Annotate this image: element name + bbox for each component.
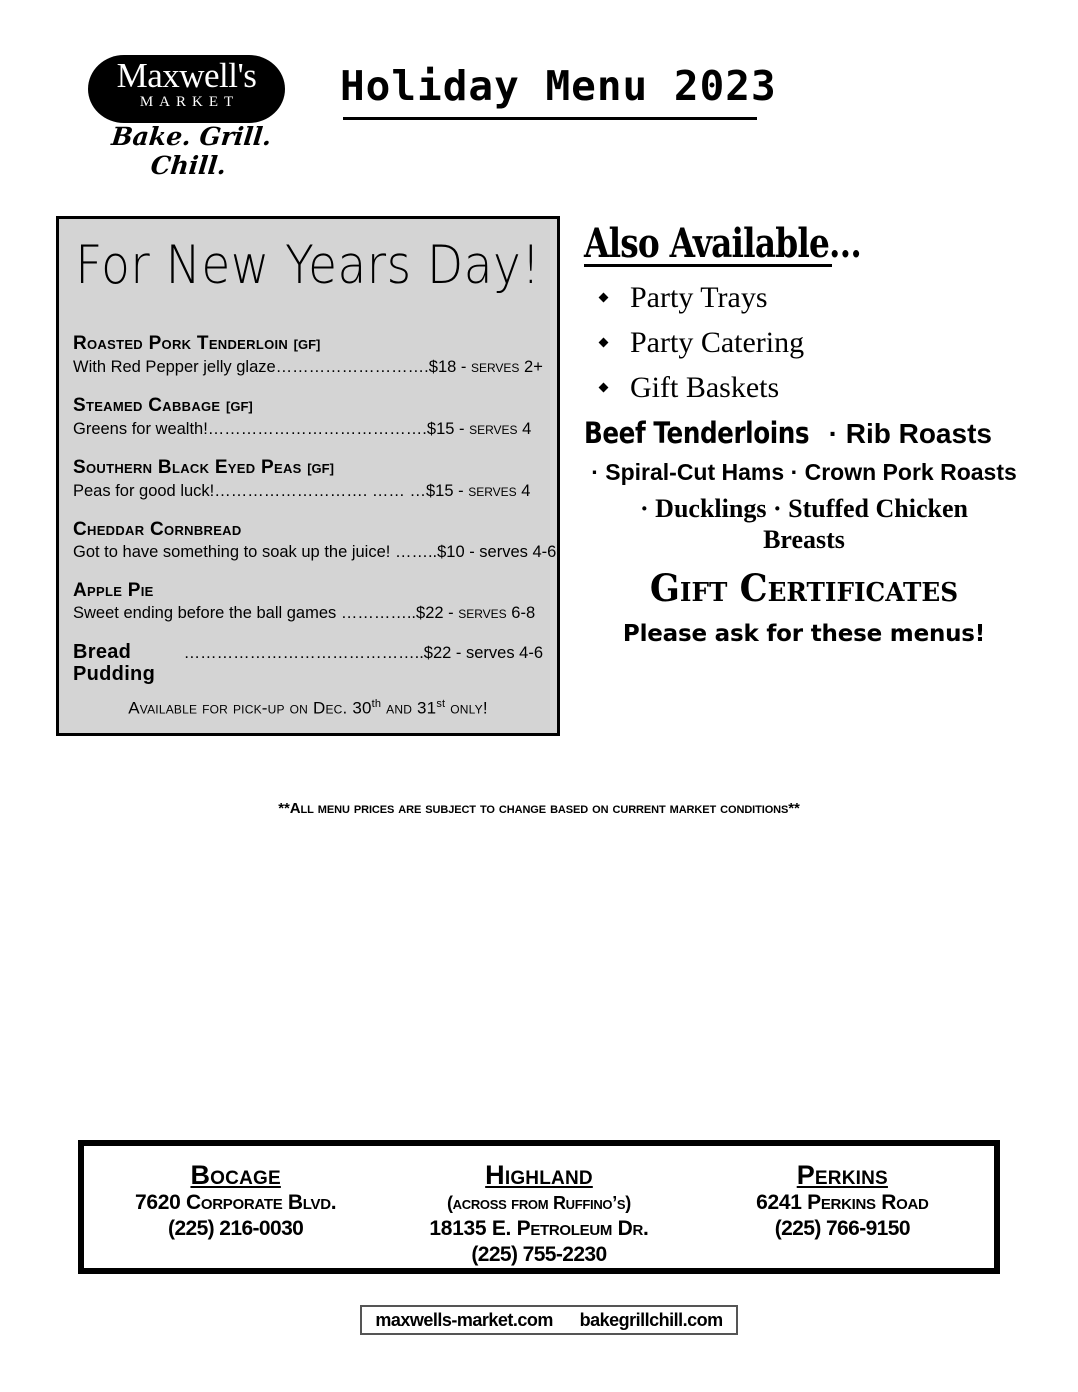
- menu-item-name: Apple Pie: [73, 580, 154, 601]
- gluten-free-tag: [GF]: [307, 461, 334, 476]
- pickup-note-text-before: Available for pick-up on Dec. 30: [128, 698, 372, 718]
- menu-item-description: Got to have something to soak up the juice! ……..$10 - serves 4-6: [73, 543, 557, 561]
- page-title: Holiday Menu 2023: [340, 62, 777, 110]
- rib-roasts-label: · Rib Roasts: [820, 418, 992, 449]
- menu-item-description: ……………………………………..$22 - serves 4-6: [183, 644, 543, 662]
- diamond-bullet-icon: [599, 383, 609, 393]
- maxwells-market-logo: [84, 50, 299, 180]
- meat-offerings-line-2: · Spiral-Cut Hams · Crown Pork Roasts: [591, 459, 1017, 485]
- pickup-note-sup-st: st: [436, 698, 446, 710]
- gluten-free-tag: [GF]: [226, 399, 253, 414]
- menu-box-heading: For New Years Day!: [75, 234, 541, 297]
- title-underline-rule: [343, 117, 757, 120]
- menu-item-name-row: [73, 333, 543, 356]
- store-location-phone[interactable]: (225) 216-0030: [168, 1217, 304, 1240]
- menu-item-name: Bread Pudding: [73, 641, 156, 685]
- menu-item: [73, 333, 543, 378]
- menu-item-description: Sweet ending before the ball games …………..$22 -: [73, 604, 459, 622]
- menu-item-inline-row: [73, 641, 543, 685]
- store-location-name: Highland: [485, 1160, 593, 1190]
- ask-for-menus-note: Please ask for these menus!: [622, 621, 986, 647]
- gift-certificates-heading: Gift Certificates: [649, 566, 959, 610]
- store-location: [84, 1146, 387, 1268]
- store-location-address-line-1: 7620 Corporate Blvd.: [134, 1191, 337, 1214]
- also-available-item-label: Party Catering: [630, 326, 805, 359]
- store-location: [691, 1146, 994, 1268]
- meat-offerings-line-3: · Ducklings · Stuffed Chicken Breasts: [640, 494, 968, 554]
- price-disclaimer: **All menu prices are subject to change based on current market conditions**: [278, 800, 800, 817]
- menu-item-list: [73, 333, 557, 685]
- also-available-item-label: Gift Baskets: [630, 371, 780, 404]
- menu-item-name-row: [73, 395, 543, 418]
- also-available-item-label: Party Trays: [630, 281, 768, 314]
- pickup-note-sup-th: th: [371, 698, 382, 710]
- also-available-bullet-list: [584, 275, 1024, 410]
- menu-item: [73, 457, 543, 502]
- menu-item-serves: serves 4: [469, 420, 532, 438]
- menu-item-serves: serves 6-8: [458, 604, 536, 622]
- store-location-address-line-1: (across from Ruffino’s): [446, 1193, 632, 1213]
- menu-item-description-row: [73, 542, 557, 563]
- menu-item-description-row: [73, 419, 543, 440]
- menu-item-name-row: [73, 580, 543, 602]
- website-link[interactable]: maxwells-market.com: [375, 1309, 553, 1330]
- pickup-note-text-mid: and 31: [381, 698, 437, 718]
- menu-item-description-row: [73, 357, 543, 378]
- websites-box: [360, 1305, 738, 1335]
- pickup-note-text-after: only!: [445, 698, 488, 718]
- diamond-bullet-icon: [599, 293, 609, 303]
- menu-item-description-row: [73, 481, 543, 502]
- beef-tenderloins-label: Beef Tenderloins: [584, 416, 810, 450]
- menu-item: [73, 641, 543, 685]
- store-location: [387, 1146, 690, 1268]
- menu-item-serves: serves 2+: [470, 358, 543, 376]
- store-location-name: Perkins: [796, 1160, 888, 1190]
- page-header: [0, 0, 1078, 180]
- store-location-address-line-2: 18135 E. Petroleum Dr.: [429, 1217, 649, 1240]
- logo-tagline: Bake. Grill. Chill.: [110, 122, 273, 180]
- store-location-address-line-1: 6241 Perkins Road: [756, 1191, 929, 1214]
- menu-item-serves: serves 4: [468, 482, 531, 500]
- menu-item-description: With Red Pepper jelly glaze……………………….$18 -: [73, 358, 471, 376]
- menu-item-name: Steamed Cabbage: [73, 395, 221, 416]
- menu-item: [73, 519, 557, 563]
- meat-offerings-line-1: [584, 416, 1024, 451]
- menu-item-name-row: [73, 457, 543, 480]
- gluten-free-tag: [GF]: [293, 337, 321, 352]
- menu-item-name: Roasted Pork Tenderloin: [73, 333, 289, 354]
- menu-item-description: Peas for good luck!………………………. …… …$15 -: [73, 482, 469, 500]
- menu-item-name-row: [73, 519, 543, 541]
- also-available-item: [584, 365, 1024, 410]
- diamond-bullet-icon: [599, 338, 609, 348]
- menu-item: [73, 580, 543, 624]
- store-location-phone[interactable]: (225) 766-9150: [774, 1217, 910, 1240]
- logo-wordmark: Maxwell's: [116, 56, 257, 95]
- also-available-item: [584, 320, 1024, 365]
- pickup-availability-note: [73, 698, 543, 719]
- menu-item-name: Southern Black Eyed Peas: [73, 457, 302, 478]
- store-locations-box: [78, 1140, 1000, 1274]
- menu-item-description: Greens for wealth!………………………………….$15 -: [73, 420, 470, 438]
- logo-subtitle: MARKET: [139, 94, 240, 110]
- also-available-column: [584, 222, 1024, 647]
- menu-item-description-row: [73, 603, 543, 624]
- also-available-item: [584, 275, 1024, 320]
- website-link[interactable]: bakegrillchill.com: [579, 1309, 723, 1330]
- menu-item: [73, 395, 543, 440]
- also-available-heading: Also Available…: [584, 220, 862, 267]
- menu-item-name: Cheddar Cornbread: [73, 519, 242, 540]
- store-location-phone[interactable]: (225) 755-2230: [471, 1243, 607, 1266]
- new-years-day-menu-box: [56, 216, 560, 736]
- store-location-name: Bocage: [190, 1160, 281, 1190]
